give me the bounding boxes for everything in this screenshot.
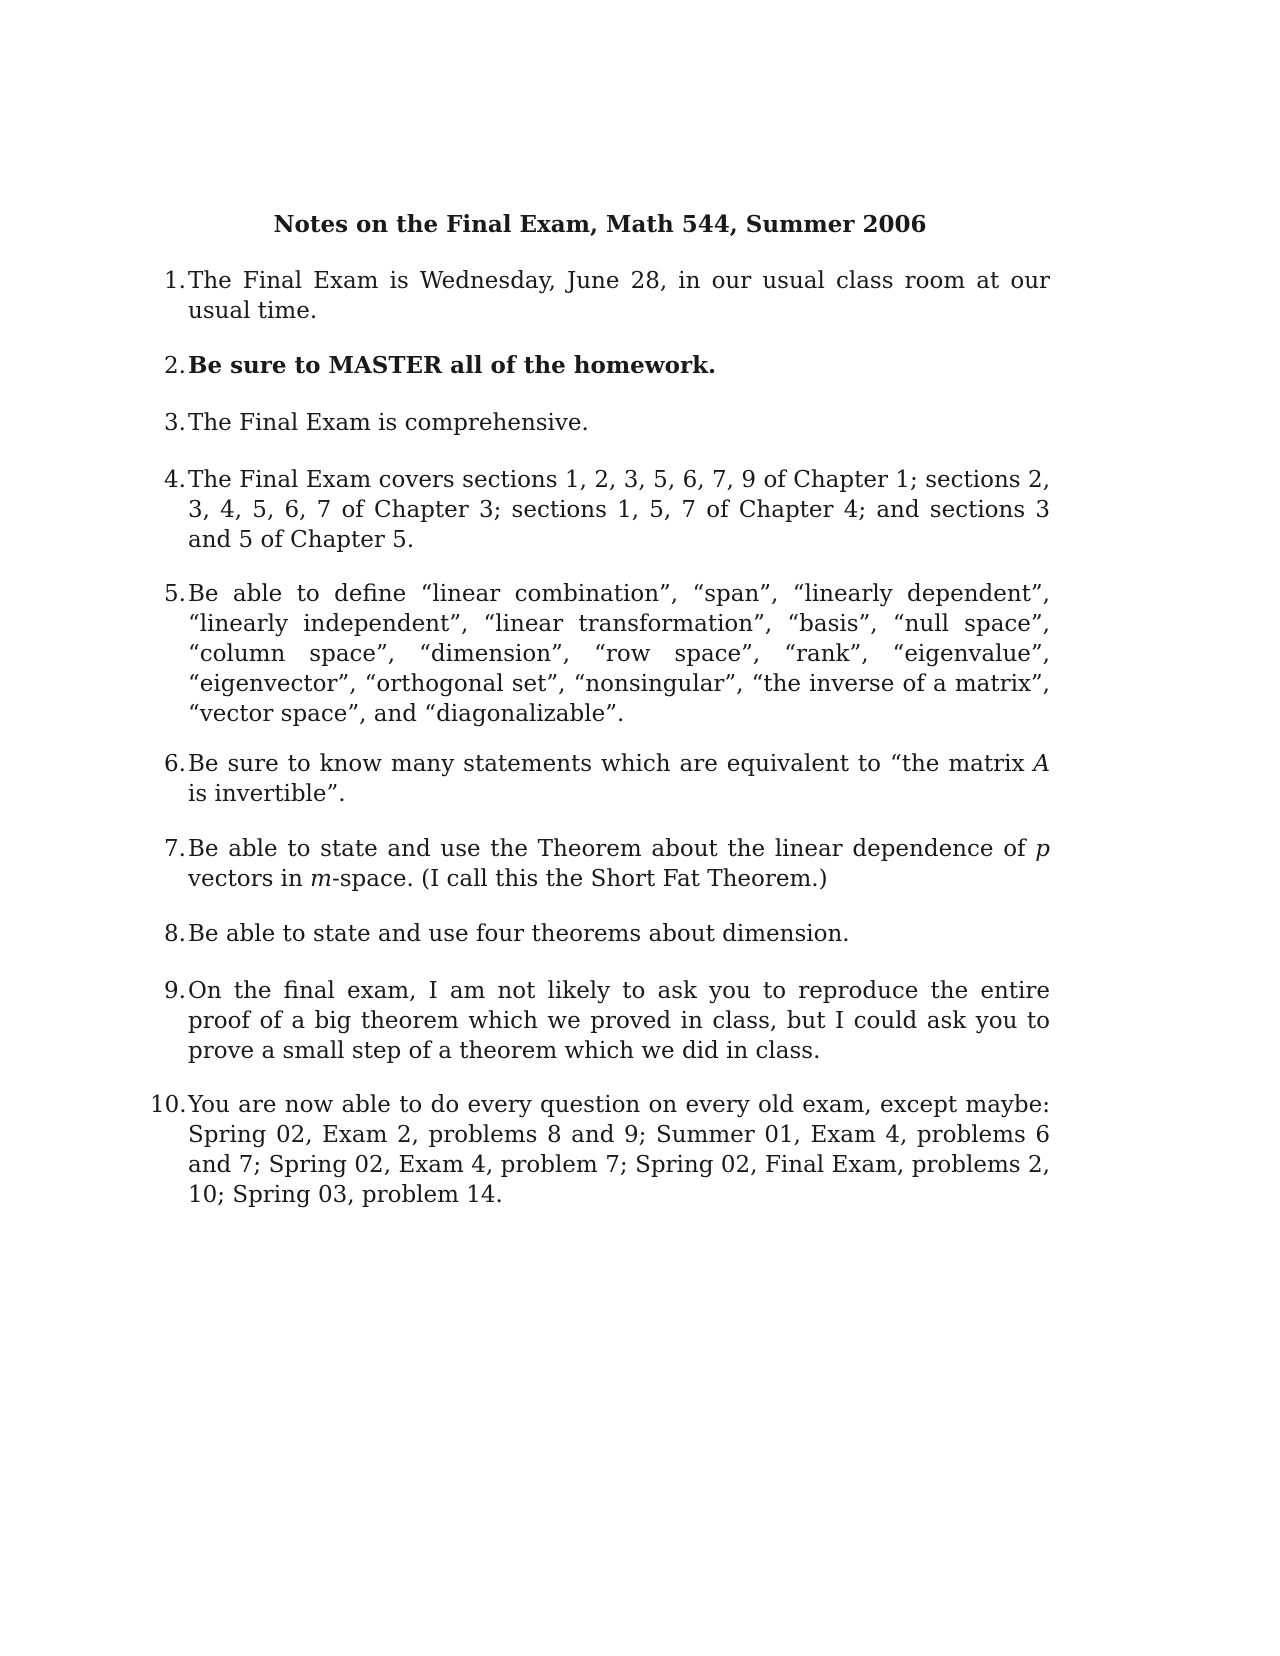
item-text: The Final Exam is Wednesday, June 28, in our usual class room at our usual time.	[188, 268, 1050, 324]
item-number: 6.	[164, 751, 186, 777]
item-number: 3.	[164, 410, 186, 436]
document-title: Notes on the Final Exam, Math 544, Summer 2006	[273, 211, 927, 238]
list-item-4	[150, 465, 1050, 555]
item-text: Be sure to MASTER all of the homework.	[188, 352, 717, 379]
item-text-part: Be able to state and use the Theorem about the linear dependence of	[188, 836, 1036, 862]
item-number: 8.	[164, 921, 186, 947]
item-text-part: is invertible”.	[188, 781, 346, 807]
item-text: You are now able to do every question on every old exam, except maybe: Spring 02, Exam 2, problems 8 and 9; Summer 01, Exam 4, problems 6 and 7; Spring 02, Exam 4, problem 7; Spring 02, Final Exam, problems 2, 10; Spring 03, problem 14.	[188, 1092, 1050, 1208]
item-number: 4.	[164, 467, 186, 493]
item-text-part: -space. (I call this the Short Fat Theorem.)	[331, 866, 828, 892]
math-variable: A	[1033, 751, 1050, 777]
list-item-6	[150, 749, 1050, 809]
list-item-1	[150, 266, 1050, 326]
list-item-8	[150, 919, 1050, 949]
item-text	[188, 834, 1050, 894]
item-text	[188, 749, 1050, 809]
item-text: The Final Exam is comprehensive.	[188, 410, 589, 436]
list-item-5	[150, 579, 1050, 729]
item-number: 2.	[164, 353, 186, 379]
item-text: Be able to define “linear combination”, “span”, “linearly dependent”, “linearly independent”, “linear transformation”, “basis”, “null space”, “column space”, “dimension”, “row space”, “rank”, “eigenvalue”, “eigenvector”, “orthogonal set”, “nonsingular”, “the inverse of a matrix”, “vector space”, and “diagonalizable”.	[188, 581, 1050, 727]
list-item-2	[150, 351, 1050, 381]
item-number: 10.	[150, 1092, 187, 1118]
math-variable: m	[310, 866, 332, 892]
item-text-part: Be sure to know many statements which are equivalent to “the matrix	[188, 751, 1034, 777]
list-item-10	[150, 1090, 1050, 1210]
item-number: 9.	[164, 978, 186, 1004]
list-item-3	[150, 408, 1050, 438]
list-item-9	[150, 976, 1050, 1066]
item-text: On the final exam, I am not likely to ask you to reproduce the entire proof of a big theorem which we proved in class, but I could ask you to prove a small step of a theorem which we did in class.	[188, 978, 1050, 1064]
item-text-part: vectors in	[188, 866, 311, 892]
item-text: The Final Exam covers sections 1, 2, 3, 5, 6, 7, 9 of Chapter 1; sections 2, 3, 4, 5, 6, 7 of Chapter 3; sections 1, 5, 7 of Chapter 4; and sections 3 and 5 of Chapter 5.	[188, 467, 1050, 553]
item-number: 5.	[164, 581, 186, 607]
math-variable: p	[1035, 836, 1050, 862]
item-number: 1.	[164, 268, 186, 294]
list-item-7	[150, 834, 1050, 894]
item-text: Be able to state and use four theorems about dimension.	[188, 921, 850, 947]
item-number: 7.	[164, 836, 186, 862]
